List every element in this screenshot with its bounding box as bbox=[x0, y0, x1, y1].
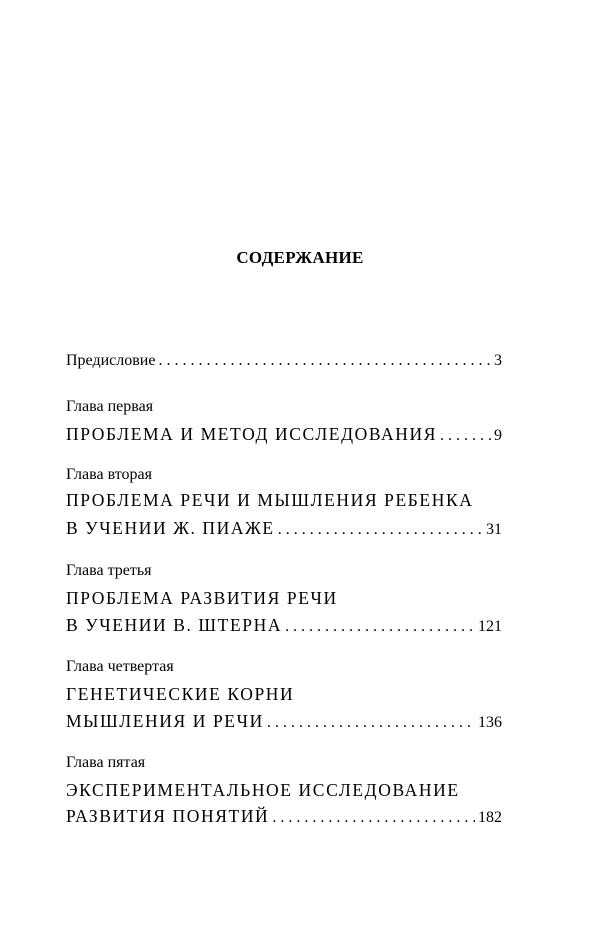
toc-entry-chapter-5-line-1[interactable] bbox=[66, 780, 502, 801]
toc-entry-chapter-3[interactable] bbox=[66, 615, 502, 636]
chapter-title-line: В УЧЕНИИ Ж. ПИАЖЕ bbox=[66, 518, 275, 538]
dot-leader bbox=[158, 352, 491, 370]
dot-leader bbox=[440, 427, 491, 445]
toc-page-number: 121 bbox=[478, 618, 502, 635]
toc-entry-chapter-4[interactable] bbox=[66, 711, 502, 732]
chapter-title-line: В УЧЕНИИ В. ШТЕРНА bbox=[66, 615, 283, 635]
chapter-title-line: ПРОБЛЕМА РАЗВИТИЯ РЕЧИ bbox=[66, 588, 338, 608]
toc-entry-chapter-2[interactable] bbox=[66, 518, 502, 539]
toc-chapter-label bbox=[66, 658, 502, 676]
toc-entry-chapter-2-line-1[interactable] bbox=[66, 490, 502, 511]
toc-entry-chapter-5[interactable] bbox=[66, 806, 502, 827]
dot-leader bbox=[285, 618, 475, 636]
chapter-number-label: Глава первая bbox=[66, 398, 154, 415]
toc-page-number: 31 bbox=[486, 521, 502, 538]
toc-page-number: 182 bbox=[478, 809, 502, 826]
dot-leader bbox=[272, 809, 475, 827]
dot-leader bbox=[278, 521, 483, 539]
toc-page-number: 3 bbox=[494, 352, 502, 369]
chapter-title-line: ПРОБЛЕМА И МЕТОД ИССЛЕДОВАНИЯ bbox=[66, 424, 438, 444]
chapter-title-line: ЭКСПЕРИМЕНТАЛЬНОЕ ИССЛЕДОВАНИЕ bbox=[66, 780, 460, 800]
toc-entry-chapter-1[interactable] bbox=[66, 424, 502, 445]
page-title: СОДЕРЖАНИЕ bbox=[236, 248, 364, 267]
chapter-title-line: РАЗВИТИЯ ПОНЯТИЙ bbox=[66, 806, 270, 826]
dot-leader bbox=[267, 714, 475, 732]
toc-entry-chapter-3-line-1[interactable] bbox=[66, 588, 502, 609]
toc-chapter-label bbox=[66, 466, 502, 484]
chapter-number-label: Глава вторая bbox=[66, 466, 152, 483]
toc-page-number: 9 bbox=[494, 427, 502, 444]
chapter-number-label: Глава пятая bbox=[66, 754, 146, 771]
toc-chapter-label bbox=[66, 754, 502, 772]
chapter-number-label: Глава третья bbox=[66, 562, 152, 579]
toc-entry-preface[interactable] bbox=[66, 352, 502, 370]
toc-page-number: 136 bbox=[478, 714, 502, 731]
chapter-number-label: Глава четвертая bbox=[66, 658, 174, 675]
toc-entry-label: Предисловие bbox=[66, 352, 156, 369]
toc-chapter-label bbox=[66, 398, 502, 416]
chapter-title-line: ГЕНЕТИЧЕСКИЕ КОРНИ bbox=[66, 684, 295, 704]
toc-chapter-label bbox=[66, 562, 502, 580]
toc-entry-chapter-4-line-1[interactable] bbox=[66, 684, 502, 705]
chapter-title-line: ПРОБЛЕМА РЕЧИ И МЫШЛЕНИЯ РЕБЕНКА bbox=[66, 490, 474, 510]
chapter-title-line: МЫШЛЕНИЯ И РЕЧИ bbox=[66, 711, 264, 731]
